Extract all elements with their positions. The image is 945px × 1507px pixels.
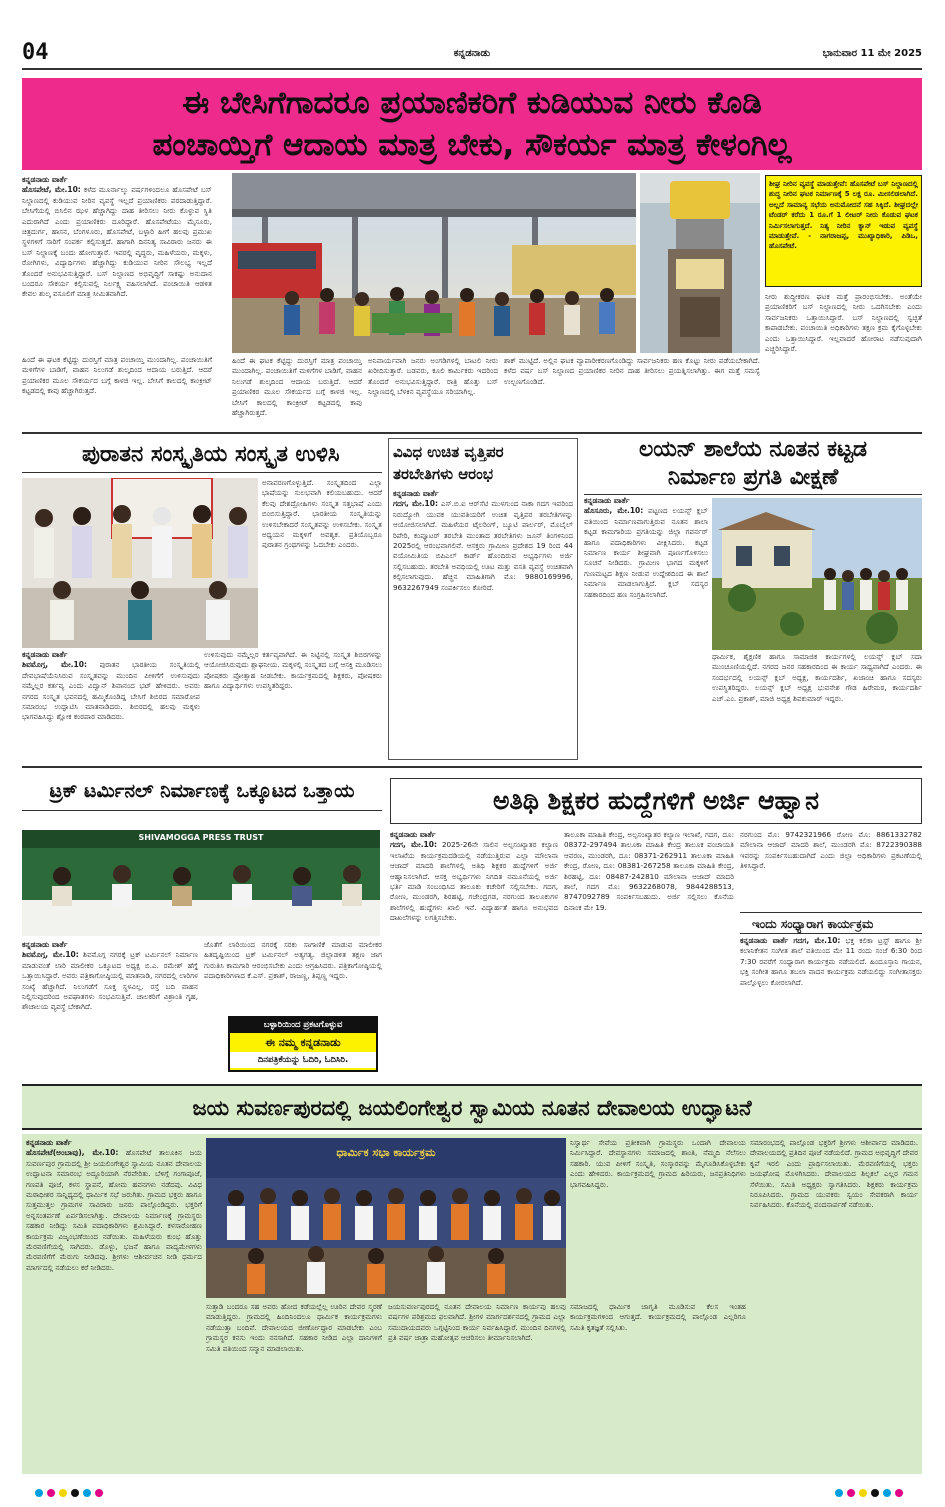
sanskrit-body-side: ಅನಾವರಣಗೊಳ್ಳುತ್ತಿದೆ. ಸಂಸ್ಕೃತದಿಂದ ಎಲ್ಲಾ ಭಾಷೆಯನ್ನು ಸುಲಭವಾಗಿ ಕಲಿಯಬಹುದು. ಆದರೆ ಕೆಲವು ದೇಶದ್ರೋಹಿಗಳು ಸಂಸ್ಕೃತ ಸತ್ತಭಾಷೆ ಎಂದು ಬಿಂಬಿಸುತ್ತಿದ್ದಾರೆ. ಭಾರತೀಯ ಸಂಸ್ಕೃತಿಯನ್ನು ಉಳಿಸಬೇಕಾದರೆ ಸಂಸ್ಕೃತವನ್ನು ಉಳಿಸಬೇಕು. ಸಂಸ್ಕೃತ ಅಧ್ಯಯನ ಮಕ್ಕಳಿಗೆ ಅವಶ್ಯಕ. ಪ್ರತಿಯೊಬ್ಬರೂ ಪುರಾತನ ಗ್ರಂಥಗಳನ್ನು ಓದಬೇಕು ಎಂದರು.	[262, 478, 382, 550]
guest-body-3: ನರಗುಂದ ಮೊ: 9742321966 ರೋಣ ಮೊ: 8861332782 ಮೌಲಾನಾ ಆಜಾದ್ ಮಾದರಿ ಶಾಲೆ, ಮುಂಡರಗಿ ಮೊ: 8722390388 ಇವರನ್ನು ಸಂಪರ್ಕಿಸಬಹುದಾಗಿದೆ ಎಂದು ಜಿಲ್ಲಾ ಅಧಿಕಾರಿಗಳು ಪ್ರಕಟಣೆಯಲ್ಲಿ ತಿಳಿಸಿದ್ದಾರೆ.	[740, 830, 922, 871]
temple-body-under-right: ಸಮಾಜದಲ್ಲಿ ಧಾರ್ಮಿಕ ಜಾಗೃತಿ ಮೂಡಿಸುವ ಕೆಲಸ ಇಂತಹ ಕಾರ್ಯಕ್ರಮಗಳಿಂದ ಆಗುತ್ತದೆ. ಕಾರ್ಯಕ್ರಮದಲ್ಲಿ ಪಾಲ್ಗೊಂಡ ಎಲ್ಲರಿಗೂ ಸಮಿತಿ ಕೃತಜ್ಞತೆ ಸಲ್ಲಿಸಿತು.	[570, 1302, 746, 1332]
training-byline: ಕನ್ನಡನಾಡು ವಾರ್ತೆ	[393, 489, 439, 498]
lead-callout-box	[765, 175, 922, 287]
registration-marks-right	[834, 1483, 924, 1493]
building-photo-icon	[712, 498, 922, 650]
lead-body-mid: ಹಿಂದೆ ಈ ಘಟಕ ಕೆಟ್ಟಿದ್ದು ದುರಸ್ತಿಗೆ ಮಾತ್ರ ಪಂಚಾಯ್ತಿ ಮುಂದಾಗಿಲ್ಲ. ಪಂಚಾಯಿತಿಗೆ ಮಳಿಗೆಗಳ ಬಾಡಿಗೆ, ವಾಹನ ನಿಲುಗಡೆ ಶುಲ್ಕದಿಂದ ಆದಾಯ ಬರುತ್ತಿದೆ. ಆದರೆ ಪ್ರಯಾಣಿಕರ ಮೂಲ ಸೌಕರ್ಯದ ಬಗ್ಗೆ ಕಾಳಜಿ ಇಲ್ಲ. ಬೇಸಿಗೆ ಕಾಲದಲ್ಲಿ ಕಾಂಕ್ರೀಟ್ ಕಟ್ಟಡದಲ್ಲಿ ಕಾವು ಹೆಚ್ಚಾಗಿರುತ್ತದೆ.	[232, 356, 362, 418]
program-byline: ಕನ್ನಡನಾಡು ವಾರ್ತೆ	[740, 936, 789, 945]
guest-headline-box	[390, 778, 922, 824]
program-column	[740, 936, 922, 1076]
sanskrit-headline: ಪುರಾತನ ಸಂಸ್ಕೃತಿಯ ಸಂಸ್ಕೃತ ಉಳಿಸಿ	[82, 442, 340, 467]
truck-byline: ಕನ್ನಡನಾಡು ವಾರ್ತೆ	[22, 940, 68, 949]
lead-body-left-cont: ಹಿಂದೆ ಈ ಘಟಕ ಕೆಟ್ಟಿದ್ದು ದುರಸ್ತಿಗೆ ಮಾತ್ರ ಪಂಚಾಯ್ತಿ ಮುಂದಾಗಿಲ್ಲ. ಪಂಚಾಯಿತಿಗೆ ಮಳಿಗೆಗಳ ಬಾಡಿಗೆ, ವಾಹನ ನಿಲುಗಡೆ ಶುಲ್ಕದಿಂದ ಆದಾಯ ಬರುತ್ತಿದೆ. ಆದರೆ ಪ್ರಯಾಣಿಕರ ಮೂಲ ಸೌಕರ್ಯದ ಬಗ್ಗೆ ಕಾಳಜಿ ಇಲ್ಲ. ಬೇಸಿಗೆ ಕಾಲದಲ್ಲಿ ಕಾಂಕ್ರೀಟ್ ಕಟ್ಟಡದಲ್ಲಿ ಕಾವು ಹೆಚ್ಚಾಗಿರುತ್ತದೆ.	[22, 355, 212, 396]
sanskrit-column-right	[204, 650, 382, 760]
sanskrit-body-left: ಪುರಾತನ ಭಾರತೀಯ ಸಂಸ್ಕೃತಿಯಲ್ಲಿ ದೇವಭಾಷೆಯೆನಿಸಿರುವ ಸಂಸ್ಕೃತವನ್ನು ಮುಂದಿನ ಪೀಳಿಗೆಗೆ ಉಳಿಸುವುದು ನಮ್ಮೆಲ್ಲರ ಕರ್ತವ್ಯ ಎಂದು ವಿದ್ವಾನ್ ಶಿವಾನಂದ ಭಟ್ ಹೇಳಿದರು. ಅವರು ನಗರದ ಸಂಸ್ಕೃತ ಭವನದಲ್ಲಿ ಹಮ್ಮಿಕೊಂಡಿದ್ದ ಬೇಸಿಗೆ ಶಿಬಿರದ ಸಮಾರೋಪ ಸಮಾರಂಭ ಉದ್ಘಾಟಿಸಿ ಮಾತನಾಡಿದರು. ಶಿಬಿರದಲ್ಲಿ ಹಲವು ಮಕ್ಕಳು ಭಾಗವಹಿಸಿದ್ದು ಶ್ಲೋಕ ಕಂಠಪಾಠ ಮಾಡಿದರು.	[22, 660, 200, 722]
lions-byline: ಕನ್ನಡನಾಡು ವಾರ್ತೆ	[584, 496, 630, 505]
temple-under-right	[570, 1302, 746, 1470]
lead-column-left-cont	[22, 355, 212, 429]
temple-column-left	[26, 1138, 202, 1470]
training-headline-1: ವಿವಿಧ ಉಚಿತ ವೃತ್ತಿಪರ	[393, 443, 504, 461]
lead-callout-text: ಶೀಘ್ರ ನೀರಿನ ವ್ಯವಸ್ಥೆ ಮಾಡುತ್ತೇವೆ: ಹೊಸಪೇಟೆ ಬಸ್ ನಿಲ್ದಾಣದಲ್ಲಿ ಶುದ್ಧ ನೀರಿನ ಘಟಕ ನಿರ್ಮಾಣಕ್ಕೆ 5 ಲಕ್ಷ ರೂ. ಮೀಸಲಿಡಲಾಗಿದೆ. ಅಲ್ಲದೆ ಸಾಮಾನ್ಯ ಸಭೆಯ ಅನುಮೋದನೆ ಸಹ ಸಿಕ್ಕಿದೆ. ಶೀಘ್ರದಲ್ಲೇ ಟೆಂಡರ್ ಕರೆದು 1 ರೂ.ಗೆ 1 ಲೀಟರ್ ನೀರು ಕೊಡುವ ಘಟಕ ನಿರ್ಮಿಸಲಾಗುತ್ತದೆ. ನಿತ್ಯ ನೀರಿನ ಕ್ಯಾನ್ ಇಡುವ ವ್ಯವಸ್ಥೆ ಮಾಡುತ್ತೇವೆ. - ನಾಗರಾಜಪ್ಪ, ಮುಖ್ಯಾಧಿಕಾರಿ, ಪಿಡಿಒ, ಹೊಸಪೇಟೆ.	[769, 179, 918, 251]
guest-headline: ಅತಿಥಿ ಶಿಕ್ಷಕರ ಹುದ್ದೆಗಳಿಗೆ ಅರ್ಜಿ ಆಹ್ವಾನ	[492, 786, 820, 815]
section-rule-2	[22, 766, 922, 768]
temple-under-mid	[388, 1302, 566, 1470]
promo-line-1: ಬಳ್ಳಾರಿಯಿಂದ ಪ್ರಕಟಗೊಳ್ಳುವ	[230, 1018, 376, 1033]
truck-underline	[22, 810, 382, 811]
lions-underline	[584, 494, 922, 495]
lions-column-right	[712, 652, 922, 760]
temple-body-left: ಹೊಸಪೇಟೆ ತಾಲೂಕಿನ ಜಯ ಸುವರ್ಣಪುರ ಗ್ರಾಮದಲ್ಲಿ ಶ್ರೀ ಜಯಲಿಂಗೇಶ್ವರ ಸ್ವಾಮಿಯ ನೂತನ ದೇವಾಲಯ ಉದ್ಘಾಟನಾ ಸಮಾರಂಭ ಅದ್ದೂರಿಯಾಗಿ ನೆರವೇರಿತು. ಬೆಳಿಗ್ಗೆ ಗಂಗಾಪೂಜೆ, ಗಣಪತಿ ಪೂಜೆ, ಕಳಸ ಸ್ಥಾಪನೆ, ಹೋಮ ಹವನಗಳು ನಡೆದವು. ವಿವಿಧ ಮಠಾಧೀಶರ ಸಾನ್ನಿಧ್ಯದಲ್ಲಿ ಧಾರ್ಮಿಕ ಸಭೆ ಜರುಗಿತು. ಗ್ರಾಮದ ಭಕ್ತರು ಹಾಗೂ ಸುತ್ತಮುತ್ತಲ ಗ್ರಾಮಗಳ ಸಾವಿರಾರು ಜನರು ಪಾಲ್ಗೊಂಡಿದ್ದರು. ಭಕ್ತರಿಗೆ ಅನ್ನಸಂತರ್ಪಣೆ ಏರ್ಪಡಿಸಲಾಗಿತ್ತು. ದೇವಾಲಯ ನಿರ್ಮಾಣಕ್ಕೆ ಗ್ರಾಮಸ್ಥರು ಸಹಕಾರ ನೀಡಿದ್ದು ಸಮಿತಿ ಪದಾಧಿಕಾರಿಗಳು ಶ್ರಮಿಸಿದ್ದಾರೆ. ಕಳಸಾರೋಹಣ ಕಾರ್ಯಕ್ರಮ ವಿಜೃಂಭಣೆಯಿಂದ ನಡೆಯಿತು. ಮಹಿಳೆಯರು ಕುಂಭ ಹೊತ್ತು ಮೆರವಣಿಗೆಯಲ್ಲಿ ಸಾಗಿದರು. ಡೊಳ್ಳು, ಭಜನೆ ಹಾಗೂ ವಾದ್ಯಮೇಳಗಳು ಮೆರವಣಿಗೆಗೆ ಮೆರುಗು ನೀಡಿದವು. ಶ್ರೀಗಳು ಆಶೀರ್ವಚನ ನೀಡಿ ಧರ್ಮದ ಮಾರ್ಗದಲ್ಲಿ ನಡೆಯಲು ಕರೆ ನೀಡಿದರು.	[26, 1148, 202, 1272]
lead-banner	[22, 78, 922, 170]
truck-photo	[22, 830, 380, 936]
program-body: ಭಕ್ತ ಕಲಿಕಾ ಟ್ರಸ್ಟ್ ಹಾಗೂ ಶ್ರೀ ಕಲಾನಿಕೇತನ ಸಂಗೀತ ಶಾಲೆ ವತಿಯಿಂದ ಮೇ 11 ರಂದು ಸಂಜೆ 6:30 ರಿಂದ 7:30 ರವರೆಗೆ ಸಂಧ್ಯಾರಾಗ ಕಾರ್ಯಕ್ರಮ ನಡೆಯಲಿದೆ. ಹಿಂದೂಸ್ತಾನಿ ಗಾಯನ, ಭಕ್ತಿ ಸಂಗೀತ ಹಾಗೂ ತಬಲಾ ವಾದನ ಕಾರ್ಯಕ್ರಮ ನಡೆಯಲಿದ್ದು ಸಂಗೀತಾಸಕ್ತರು ಪಾಲ್ಗೊಳ್ಳಲು ಕೋರಲಾಗಿದೆ.	[740, 936, 922, 987]
lions-dateline: ಹೊಸೂರು, ಮೇ.10:	[584, 506, 644, 516]
lead-photo-bus-stand	[232, 173, 636, 353]
temple-body-right: ಸಮಾರಂಭದಲ್ಲಿ ಪಾಲ್ಗೊಂಡ ಭಕ್ತರಿಗೆ ಶ್ರೀಗಳು ಆಶೀರ್ವಾದ ಮಾಡಿದರು. ದೇವಾಲಯದಲ್ಲಿ ಪ್ರತಿದಿನ ಪೂಜೆ ನಡೆಯಲಿದೆ. ಗ್ರಾಮದ ಅಭಿವೃದ್ಧಿಗೆ ದೇವರ ಕೃಪೆ ಇರಲಿ ಎಂದು ಪ್ರಾರ್ಥಿಸಲಾಯಿತು. ಮೆರವಣಿಗೆಯಲ್ಲಿ ಭಕ್ತರು ಜಯಘೋಷ ಮೊಳಗಿಸಿದರು. ದೇವಾಲಯದ ಶಿಲ್ಪಕಲೆ ಎಲ್ಲರ ಗಮನ ಸೆಳೆಯಿತು. ಸಮಿತಿ ಅಧ್ಯಕ್ಷರು ಸ್ವಾಗತಿಸಿದರು. ಶಿಕ್ಷಕರು ಕಾರ್ಯಕ್ರಮ ನಿರೂಪಿಸಿದರು. ಗ್ರಾಮದ ಯುವಕರು ಸ್ವಯಂ ಸೇವಕರಾಗಿ ಕಾರ್ಯ ನಿರ್ವಹಿಸಿದರು. ಕೊನೆಯಲ್ಲಿ ವಂದನಾರ್ಪಣೆ ನಡೆಯಿತು.	[750, 1138, 918, 1210]
temple-column-right	[750, 1138, 918, 1470]
lead-photo-water-unit	[640, 173, 760, 353]
temple-stage-banner: ಧಾರ್ಮಿಕ ಸಭಾ ಕಾರ್ಯಕ್ರಮ	[336, 1146, 436, 1159]
lead-column-left	[22, 175, 212, 355]
truck-body-right: ಜೊತೆಗೆ ಲಾರಿಯಿಂದ ನಗರಕ್ಕೆ ಸರಕು ಸಾಗಾಣಿಕೆ ಮಾಡುವ ಮಾಲೀಕರ ಹಿತದೃಷ್ಟಿಯಿಂದ ಟ್ರಕ್ ಟರ್ಮಿನಲ್ ಅತ್ಯಗತ್ಯ. ಜಿಲ್ಲಾಡಳಿತ ತಕ್ಷಣ ಜಾಗ ಗುರುತಿಸಿ ಕಾಮಗಾರಿ ಆರಂಭಿಸಬೇಕು ಎಂದು ಆಗ್ರಹಿಸಿದರು. ಪತ್ರಿಕಾಗೋಷ್ಠಿಯಲ್ಲಿ ಪದಾಧಿಕಾರಿಗಳಾದ ಕೆ.ಎಸ್. ಪ್ರಕಾಶ್, ರಾಜಣ್ಣ, ತಿಪ್ಪಣ್ಣ ಇದ್ದರು.	[204, 940, 382, 981]
masthead-rule	[22, 68, 922, 70]
temple-stage-photo-icon	[206, 1138, 566, 1298]
page-number: 04	[22, 40, 49, 65]
temple-under-left	[206, 1302, 382, 1470]
sanskrit-column-left	[22, 650, 200, 760]
program-title: ಇಂದು ಸಂಧ್ಯಾರಾಗ ಕಾರ್ಯಕ್ರಮ	[752, 917, 874, 931]
lead-under-photo-3	[504, 356, 760, 428]
lions-headline-2: ನಿರ್ಮಾಣ ಪ್ರಗತಿ ವೀಕ್ಷಣೆ	[667, 465, 839, 490]
color-dots-icon	[34, 1488, 154, 1498]
guest-dateline: ಗದಗ, ಮೇ.10:	[390, 840, 437, 850]
color-dots-icon	[834, 1488, 924, 1498]
temple-column-mid	[570, 1138, 746, 1298]
temple-byline: ಕನ್ನಡನಾಡು ವಾರ್ತೆ	[26, 1138, 72, 1147]
temple-photo	[206, 1138, 566, 1298]
temple-headline-box	[22, 1084, 922, 1130]
lead-body-left: ಕಳೆದ ಮೂರ್ನಾಲ್ಕು ವರ್ಷಗಳಿಂದಲೂ ಹೊಸಪೇಟೆ ಬಸ್ ನಿಲ್ದಾಣದಲ್ಲಿ ಕುಡಿಯುವ ನೀರಿನ ವ್ಯವಸ್ಥೆ ಇಲ್ಲದೆ ಪ್ರಯಾಣಿಕರು ಪರದಾಡುತ್ತಿದ್ದಾರೆ. ಬೇಸಿಗೆಯಲ್ಲಿ ಬಿಸಿಲಿನ ಝಳ ಹೆಚ್ಚಾಗಿದ್ದು ದಾಹ ತೀರಿಸಲು ನೀರು ಕೊಳ್ಳುವ ಸ್ಥಿತಿ ಎದುರಾಗಿದೆ ಎಂದು ಪ್ರಯಾಣಿಕರು ದೂರಿದ್ದಾರೆ. ಹೊಸಪೇಟೆಯು ಮೈಸೂರು, ಚಿತ್ರದುರ್ಗ, ಹಾಸನ, ಬೆಂಗಳೂರು, ಹೊಸಪೇಟೆ, ಬಳ್ಳಾರಿ ಹೀಗೆ ಹಲವು ಪ್ರಮುಖ ಸ್ಥಳಗಳಿಗೆ ಸಾರಿಗೆ ಸಂಪರ್ಕ ಕಲ್ಪಿಸುತ್ತದೆ. ಹಾಗಾಗಿ ದಿನನಿತ್ಯ ಸಾವಿರಾರು ಜನರು ಈ ಬಸ್ ನಿಲ್ದಾಣಕ್ಕೆ ಬಂದು ಹೋಗುತ್ತಾರೆ. ಇವರಲ್ಲಿ ವೃದ್ಧರು, ಮಹಿಳೆಯರು, ಮಕ್ಕಳು, ರೋಗಿಗಳು, ವಿದ್ಯಾರ್ಥಿಗಳು ಹೆಚ್ಚಾಗಿದ್ದು ಕುಡಿಯುವ ನೀರಿನ ಸೌಲಭ್ಯ ಇಲ್ಲದೆ ತೊಂದರೆ ಅನುಭವಿಸುತ್ತಿದ್ದಾರೆ. ಬಸ್ ನಿಲ್ದಾಣದ ಅಭಿವೃದ್ಧಿಗೆ ಸಾಕಷ್ಟು ಅನುದಾನ ಬಂದರೂ ಸೌಕರ್ಯ ಕಲ್ಪಿಸುವಲ್ಲಿ ನಿರ್ಲಕ್ಷ್ಯ ವಹಿಸಲಾಗಿದೆ. ಪಂಚಾಯಿತಿ ಆಡಳಿತ ಕೇವಲ ಶುಲ್ಕ ವಸೂಲಿಗೆ ಮಾತ್ರ ಸೀಮಿತವಾಗಿದೆ.	[22, 185, 212, 299]
lead-headline-1: ಈ ಬೇಸಿಗೆಗಾದರೂ ಪ್ರಯಾಣಿಕರಿಗೆ ಕುಡಿಯುವ ನೀರು ಕೊಡಿ	[182, 85, 762, 121]
temple-body-mid: ನಿಸ್ವಾರ್ಥ ಸೇವೆಯ ಪ್ರತೀಕವಾಗಿ ಗ್ರಾಮಸ್ಥರು ಒಂದಾಗಿ ದೇವಾಲಯ ನಿರ್ಮಿಸಿದ್ದಾರೆ. ದೇವಸ್ಥಾನಗಳು ಸಮಾಜದಲ್ಲಿ ಶಾಂತಿ, ನೆಮ್ಮದಿ ನೆಲೆಸಲು ಸಹಕಾರಿ. ಯುವ ಪೀಳಿಗೆ ಸಂಸ್ಕೃತಿ, ಸಂಸ್ಕಾರವನ್ನು ಮೈಗೂಡಿಸಿಕೊಳ್ಳಬೇಕು ಎಂದು ಹೇಳಿದರು. ಕಾರ್ಯಕ್ರಮದಲ್ಲಿ ಗ್ರಾಮದ ಹಿರಿಯರು, ಜನಪ್ರತಿನಿಧಿಗಳು ಭಾಗವಹಿಸಿದ್ದರು.	[570, 1138, 746, 1189]
lead-body-mid2: ಅನಿವಾರ್ಯವಾಗಿ ಜನರು ಅಂಗಡಿಗಳಲ್ಲಿ ಬಾಟಲಿ ನೀರು ಖರೀದಿಸುತ್ತಾರೆ. ಬಡವರು, ಕೂಲಿ ಕಾರ್ಮಿಕರು ಇದರಿಂದ ತೊಂದರೆ ಅನುಭವಿಸುತ್ತಿದ್ದಾರೆ. ರಾತ್ರಿ ಹೊತ್ತು ಬಸ್ ನಿಲ್ದಾಣದಲ್ಲಿ ಬೆಳಕಿನ ವ್ಯವಸ್ಥೆಯೂ ಸರಿಯಾಗಿಲ್ಲ.	[368, 356, 498, 397]
temple-headline: ಜಯ ಸುವರ್ಣಪುರದಲ್ಲಿ ಜಯಲಿಂಗೇಶ್ವರ ಸ್ವಾಮಿಯ ನೂತನ ದೇವಾಲಯ ಉದ್ಘಾಟನೆ	[192, 1096, 752, 1120]
guest-body-1: 2025-26ನೇ ಸಾಲಿನ ಅಲ್ಪಸಂಖ್ಯಾತರ ಕಲ್ಯಾಣ ಇಲಾಖೆಯ ಕಾರ್ಯಕ್ರಮದಡಿಯಲ್ಲಿ ನಡೆಯುತ್ತಿರುವ ಎಲ್ಲಾ ಮೌಲಾನಾ ಆಜಾದ್ ಮಾದರಿ ಶಾಲೆಗಳಲ್ಲಿ ಅತಿಥಿ ಶಿಕ್ಷಕರ ಹುದ್ದೆಗಳಿಗೆ ಅರ್ಜಿ ಆಹ್ವಾನಿಸಲಾಗಿದೆ. ಆಸಕ್ತ ಅಭ್ಯರ್ಥಿಗಳು ನಿಗದಿತ ನಮೂನೆಯಲ್ಲಿ ಅರ್ಜಿ ಭರ್ತಿ ಮಾಡಿ ಸಂಬಂಧಿಸಿದ ತಾಲೂಕು ಕಚೇರಿಗೆ ಸಲ್ಲಿಸಬೇಕು. ಗದಗ, ರೋಣ, ಮುಂಡರಗಿ, ಶಿರಹಟ್ಟಿ, ಗಜೇಂದ್ರಗಡ, ನರಗುಂದ ತಾಲೂಕುಗಳ ಶಾಲೆಗಳಲ್ಲಿ ಹುದ್ದೆಗಳು ಖಾಲಿ ಇವೆ. ವಿದ್ಯಾರ್ಹತೆ ಹಾಗೂ ಅನುಭವದ ದಾಖಲೆಗಳನ್ನು ಲಗತ್ತಿಸಬೇಕು.	[390, 840, 558, 923]
temple-dateline: ಹೊಸಪೇಟೆ(ಅಂಬಾವು), ಮೇ.10:	[26, 1148, 119, 1158]
truck-body-left: ಶಿವಮೊಗ್ಗ ನಗರಕ್ಕೆ ಟ್ರಕ್ ಟರ್ಮಿನಲ್ ನಿರ್ಮಾಣ ಮಾಡುವಂತೆ ಲಾರಿ ಮಾಲೀಕರ ಒಕ್ಕೂಟದ ಅಧ್ಯಕ್ಷ ಬಿ.ಎ. ರಮೇಶ್ ಹೆಗ್ಡೆ ಒತ್ತಾಯಿಸಿದ್ದಾರೆ. ಅವರು ಪತ್ರಿಕಾಗೋಷ್ಠಿಯಲ್ಲಿ ಮಾತನಾಡಿ, ನಗರದಲ್ಲಿ ಲಾರಿಗಳ ಸಂಖ್ಯೆ ಹೆಚ್ಚಾಗಿದೆ. ನಿಲುಗಡೆಗೆ ಸೂಕ್ತ ಸ್ಥಳವಿಲ್ಲ. ರಸ್ತೆ ಬದಿ ವಾಹನ ನಿಲ್ಲಿಸುವುದರಿಂದ ಅಪಘಾತಗಳು ಸಂಭವಿಸುತ್ತಿವೆ. ಚಾಲಕರಿಗೆ ವಿಶ್ರಾಂತಿ ಗೃಹ, ಶೌಚಾಲಯ ವ್ಯವಸ್ಥೆ ಬೇಕಾಗಿದೆ.	[22, 950, 198, 1012]
truck-dateline: ಶಿವಮೊಗ್ಗ, ಮೇ.10:	[22, 950, 79, 960]
program-dateline: ಗದಗ, ಮೇ.10:	[793, 936, 841, 945]
lead-body-mid3: ಶಾಕ್ ಮುಟ್ಟಿದೆ. ಅಲ್ಲಿನ ಘಟಕ ವ್ಯಾಪಾರೀಕರಣಗೊಂಡಿದ್ದು ಸಾರ್ವಜನಿಕರು ಹಣ ಕೊಟ್ಟು ನೀರು ಪಡೆಯಬೇಕಾಗಿದೆ. ಕಳೆದ ವರ್ಷ ಬಸ್ ನಿಲ್ದಾಣದ ಪ್ರಯಾಣಿಕರ ನೀರಿನ ದಾಹ ತೀರಿಸಲು ಪ್ರಯತ್ನಿಸಲಾಗಿತ್ತು. ಈಗ ಮತ್ತೆ ಸಮಸ್ಯೆ ಉಲ್ಬಣಗೊಂಡಿದೆ.	[504, 356, 760, 386]
training-headline-2: ತರಬೇತಿಗಳು ಆರಂಭ	[393, 465, 493, 483]
guest-column-2	[564, 830, 734, 1076]
paper-name: ಕನ್ನಡನಾಡು	[453, 48, 491, 59]
promo-line-2: ಈ ನಮ್ಮ ಕನ್ನಡನಾಡು	[265, 1036, 341, 1049]
promo-line-3: ದಿನಪತ್ರಿಕೆಯನ್ನು ಓದಿರಿ, ಓದಿಸಿರಿ.	[230, 1052, 376, 1068]
masthead	[22, 40, 922, 66]
sanskrit-photo	[22, 478, 258, 648]
training-body-wrap	[393, 489, 573, 757]
lions-column-left	[584, 496, 708, 760]
sanskrit-dateline: ಶಿವಮೊಗ್ಗ, ಮೇ.10:	[22, 660, 87, 670]
training-body: ಎಸ್.ಬಿ.ಐ ಆರ್‌ಸೆಟಿ ಮುಳಗುಂದ ನಾಕಾ ಗದಗ ಇವರಿಂದ ನಿರುದ್ಯೋಗಿ ಯುವಕ ಯುವತಿಯರಿಗೆ ಉಚಿತ ವೃತ್ತಿಪರ ತರಬೇತಿಗಳನ್ನು ಆಯೋಜಿಸಲಾಗಿದೆ. ಮಹಿಳೆಯರ ಟೈಲರಿಂಗ್, ಬ್ಯೂಟಿ ಪಾರ್ಲರ್, ಮೊಬೈಲ್ ರಿಪೇರಿ, ಕಂಪ್ಯೂಟರ್ ತರಬೇತಿ ಮುಂತಾದ ತರಬೇತಿಗಳು ಜೂನ್ ತಿಂಗಳಿನಿಂದ 2025ರಲ್ಲಿ ಆರಂಭವಾಗಲಿವೆ. ಆಸಕ್ತರು ಗ್ರಾಮೀಣ ಪ್ರದೇಶದ 19 ರಿಂದ 44 ವಯೋಮಿತಿಯ ಬಿಪಿಎಲ್ ಕಾರ್ಡ್ ಹೊಂದಿರುವ ಅಭ್ಯರ್ಥಿಗಳು ಅರ್ಜಿ ಸಲ್ಲಿಸಬಹುದು. ತರಬೇತಿ ಅವಧಿಯಲ್ಲಿ ಊಟ ಮತ್ತು ವಸತಿ ವ್ಯವಸ್ಥೆ ಉಚಿತವಾಗಿ ಕಲ್ಪಿಸಲಾಗುವುದು. ಹೆಚ್ಚಿನ ಮಾಹಿತಿಗಾಗಿ ಮೊ: 9880169996, 9632267949 ಸಂಪರ್ಕಿಸಲು ಕೋರಿದೆ.	[393, 499, 573, 592]
guest-column-1	[390, 830, 558, 1076]
issue-date: ಭಾನುವಾರ 11 ಮೇ 2025	[822, 48, 922, 59]
section-rule-1	[22, 432, 922, 434]
sanskrit-byline: ಕನ್ನಡನಾಡು ವಾರ್ತೆ	[22, 650, 68, 659]
lead-byline: ಕನ್ನಡನಾಡು ವಾರ್ತೆ	[22, 175, 68, 184]
lead-under-photo-2	[368, 356, 498, 428]
lead-dateline: ಹೊಸಪೇಟೆ, ಮೇ.10:	[22, 185, 81, 195]
lions-headline-1: ಲಯನ್ ಶಾಲೆಯ ನೂತನ ಕಟ್ಟಡ	[639, 437, 867, 462]
truck-headline: ಟ್ರಕ್ ಟರ್ಮಿನಲ್ ನಿರ್ಮಾಣಕ್ಕೆ ಒಕ್ಕೂಟದ ಒತ್ತಾಯ	[49, 780, 355, 802]
guest-column-3	[740, 830, 922, 910]
temple-body-under-mid: ಜಯಸುವರ್ಣಪುರದಲ್ಲಿ ನೂತನ ದೇವಾಲಯ ನಿರ್ಮಾಣ ಕಾರ್ಯವು ಹಲವು ವರ್ಷಗಳ ಪರಿಶ್ರಮದ ಫಲವಾಗಿದೆ. ಶ್ರೀಗಳ ಮಾರ್ಗದರ್ಶನದಲ್ಲಿ ಗ್ರಾಮದ ಎಲ್ಲಾ ಸಮುದಾಯದವರು ಒಗ್ಗಟ್ಟಿನಿಂದ ಕಾರ್ಯ ನಿರ್ವಹಿಸಿದ್ದಾರೆ. ಮುಂದಿನ ದಿನಗಳಲ್ಲಿ ಪ್ರತಿ ವರ್ಷ ಜಾತ್ರಾ ಮಹೋತ್ಸವ ಆಚರಿಸಲು ತೀರ್ಮಾನಿಸಲಾಗಿದೆ.	[388, 1302, 566, 1343]
lions-photo	[712, 498, 922, 650]
training-dateline: ಗದಗ, ಮೇ.10:	[393, 499, 438, 509]
program-title-box	[740, 912, 922, 934]
truck-column-left	[22, 940, 198, 1076]
temple-body-under-left: ಸುತ್ತಾಡಿ ಬಂದರೂ ಸಹ ಅವರು ಹೋದ ಕಡೆಯಲ್ಲೆಲ್ಲ ಊರಿನ ದೇವರ ಸ್ಮರಣೆ ಮಾಡುತ್ತಿದ್ದರು. ಗ್ರಾಮದಲ್ಲಿ ಹಿಂದಿನಿಂದಲೂ ಧಾರ್ಮಿಕ ಕಾರ್ಯಕ್ರಮಗಳು ನಡೆಯುತ್ತಾ ಬಂದಿವೆ. ದೇವಾಲಯದ ಜೀರ್ಣೋದ್ಧಾರ ಮಾಡಬೇಕು ಎಂಬ ಗ್ರಾಮಸ್ಥರ ಕನಸು ಇಂದು ನನಸಾಗಿದೆ. ಸಹಕಾರ ನೀಡಿದ ಎಲ್ಲಾ ದಾನಿಗಳಿಗೆ ಸಮಿತಿ ವತಿಯಿಂದ ಸನ್ಮಾನ ಮಾಡಲಾಯಿತು.	[206, 1302, 382, 1353]
water-tank-photo-icon	[640, 173, 760, 353]
press-meet-photo-icon	[22, 830, 380, 936]
truck-photo-banner: SHIVAMOGGA PRESS TRUST	[138, 833, 264, 842]
truck-column-right	[204, 940, 382, 1010]
guest-body-2: ತಾಲೂಕಾ ಮಾಹಿತಿ ಕೇಂದ್ರ, ಅಲ್ಪಸಂಖ್ಯಾತರ ಕಲ್ಯಾಣ ಇಲಾಖೆ, ಗದಗ, ದೂ: 08372-297494 ತಾಲೂಕಾ ಮಾಹಿತಿ ಕೇಂದ್ರ ತಾಲೂಕ ಪಂಚಾಯತಿ ಆವರಣ, ಮುಂಡರಗಿ, ದೂ: 08371-262911 ತಾಲೂಕಾ ಮಾಹಿತಿ ಕೇಂದ್ರ, ರೋಣ, ದೂ: 08381-267258 ತಾಲೂಕಾ ಮಾಹಿತಿ ಕೇಂದ್ರ, ಶಿರಹಟ್ಟಿ, ದೂ: 08487-242810 ಮೌಲಾನಾ ಆಜಾದ್ ಮಾದರಿ ಶಾಲೆ, ಗದಗ ಮೊ: 9632268078, 9844288513, 8747092789 ಸಂಪರ್ಕಿಸಬಹುದು. ಅರ್ಜಿ ಸಲ್ಲಿಸಲು ಕೊನೆಯ ದಿನಾಂಕ ಮೇ 19.	[564, 830, 734, 912]
lions-body-right: ಧಾರ್ಮಿಕ, ಶೈಕ್ಷಣಿಕ ಹಾಗೂ ಸಾಮಾಜಿಕ ಕಾರ್ಯಗಳಲ್ಲಿ ಲಯನ್ಸ್ ಕ್ಲಬ್ ಸದಾ ಮುಂಚೂಣಿಯಲ್ಲಿದೆ. ನಗರದ ಜನರ ಸಹಕಾರದಿಂದ ಈ ಕಾರ್ಯ ಸಾಧ್ಯವಾಗಿದೆ ಎಂದರು. ಈ ಸಂದರ್ಭದಲ್ಲಿ ಲಯನ್ಸ್ ಕ್ಲಬ್ ಅಧ್ಯಕ್ಷ, ಕಾರ್ಯದರ್ಶಿ, ಖಜಾಂಚಿ ಹಾಗೂ ಸದಸ್ಯರು ಉಪಸ್ಥಿತರಿದ್ದರು. ಲಯನ್ಸ್ ಕ್ಲಬ್ ಅಧ್ಯಕ್ಷ ಭುವನೇಶ ಗೌಡ ಹಿರೇಮಠ, ಕಾರ್ಯದರ್ಶಿ ಎಚ್.ಎಂ. ಪ್ರಕಾಶ್, ಮಾಜಿ ಅಧ್ಯಕ್ಷ ಶಿವಕುಮಾರ್ ಇದ್ದರು.	[712, 652, 922, 703]
bus-stand-photo-icon	[232, 173, 636, 353]
training-box	[388, 438, 578, 760]
lions-body-left: ಪಟ್ಟಣದ ಲಯನ್ಸ್ ಕ್ಲಬ್ ವತಿಯಿಂದ ನಿರ್ಮಾಣವಾಗುತ್ತಿರುವ ನೂತನ ಶಾಲಾ ಕಟ್ಟಡ ಕಾಮಗಾರಿಯ ಪ್ರಗತಿಯನ್ನು ಜಿಲ್ಲಾ ಗವರ್ನರ್ ಹಾಗೂ ಪದಾಧಿಕಾರಿಗಳು ವೀಕ್ಷಿಸಿದರು. ಕಟ್ಟಡ ನಿರ್ಮಾಣ ಕಾರ್ಯ ಶೀಘ್ರವಾಗಿ ಪೂರ್ಣಗೊಳಿಸಲು ಸೂಚನೆ ನೀಡಿದರು. ಗ್ರಾಮೀಣ ಭಾಗದ ಮಕ್ಕಳಿಗೆ ಗುಣಮಟ್ಟದ ಶಿಕ್ಷಣ ನೀಡುವ ಉದ್ದೇಶದಿಂದ ಈ ಶಾಲೆ ನಿರ್ಮಾಣ ಮಾಡಲಾಗುತ್ತಿದೆ. ಕ್ಲಬ್ ಸದಸ್ಯರ ಸಹಕಾರದಿಂದ ಹಣ ಸಂಗ್ರಹಿಸಲಾಗಿದೆ.	[584, 506, 708, 599]
lead-column-right	[765, 292, 922, 428]
group-photo-icon	[22, 478, 258, 648]
promo-box	[228, 1016, 378, 1072]
sanskrit-underline	[22, 472, 382, 473]
lead-body-right: ನೀರು ಶುದ್ಧೀಕರಣ ಘಟಕ ಮತ್ತೆ ಪ್ರಾರಂಭಿಸಬೇಕು. ಅಂತೆಯೇ ಪ್ರಯಾಣಿಕರಿಗೆ ಬಸ್ ನಿಲ್ದಾಣದಲ್ಲಿ ನೀರು ಒದಗಿಸಬೇಕು ಎಂದು ಸಾರ್ವಜನಿಕರು ಒತ್ತಾಯಿಸಿದ್ದಾರೆ. ಬಸ್ ನಿಲ್ದಾಣದಲ್ಲಿ ಸ್ವಚ್ಛತೆ ಕಾಪಾಡಬೇಕು. ಪಂಚಾಯಿತಿ ಅಧಿಕಾರಿಗಳು ತಕ್ಷಣ ಕ್ರಮ ಕೈಗೊಳ್ಳಬೇಕು ಎಂದು ಒತ್ತಾಯಿಸಿದ್ದಾರೆ. ಇಲ್ಲವಾದರೆ ಹೋರಾಟ ನಡೆಸುವುದಾಗಿ ಎಚ್ಚರಿಸಿದ್ದಾರೆ.	[765, 292, 922, 354]
lead-under-photo-1	[232, 356, 362, 428]
sanskrit-body-right: ಉಳಿಸುವುದು ನಮ್ಮೆಲ್ಲರ ಕರ್ತವ್ಯವಾಗಿದೆ. ಈ ನಿಟ್ಟಿನಲ್ಲಿ ಸಂಸ್ಕೃತ ಶಿಬಿರಗಳನ್ನು ಆಯೋಜಿಸಿರುವುದು ಶ್ಲಾಘನೀಯ. ಮಕ್ಕಳಲ್ಲಿ ಸಂಸ್ಕೃತದ ಬಗ್ಗೆ ಆಸಕ್ತಿ ಮೂಡಿಸಲು ಪೋಷಕರು ಪ್ರೋತ್ಸಾಹ ನೀಡಬೇಕು. ಕಾರ್ಯಕ್ರಮದಲ್ಲಿ ಶಿಕ್ಷಕರು, ಪೋಷಕರು ಹಾಗೂ ವಿದ್ಯಾರ್ಥಿಗಳು ಉಪಸ್ಥಿತರಿದ್ದರು.	[204, 650, 382, 691]
guest-byline: ಕನ್ನಡನಾಡು ವಾರ್ತೆ	[390, 830, 436, 839]
lead-headline-2: ಪಂಚಾಯ್ತಿಗೆ ಆದಾಯ ಮಾತ್ರ ಬೇಕು, ಸೌಕರ್ಯ ಮಾತ್ರ ಕೇಳಂಗಿಲ್ಲ	[152, 127, 792, 163]
sanskrit-side-column	[262, 478, 382, 646]
registration-marks-left	[34, 1483, 154, 1493]
